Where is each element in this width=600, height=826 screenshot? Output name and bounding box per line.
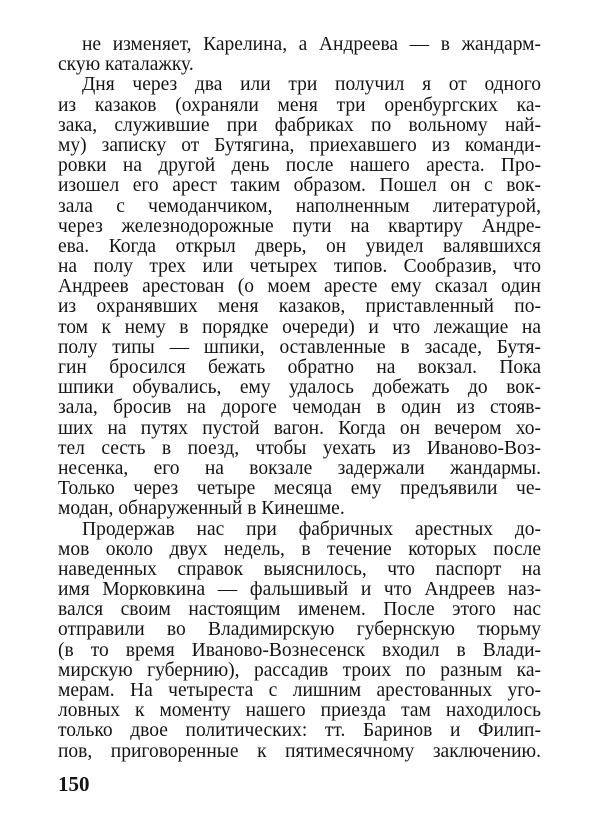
text-line: только двое политических: тт. Баринов и Филип-: [58, 720, 541, 742]
text-line: отправили во Владимирскую губернскую тюрьму: [58, 619, 541, 641]
text-line: вался своим настоящим именем. После этого нас: [58, 599, 541, 621]
paragraph: [58, 520, 541, 762]
text-line: на полу трех или четырех типов. Сообразив, что: [58, 256, 541, 278]
text-line: (в то время Иваново-Вознесенск входил в Влади-: [58, 639, 541, 661]
text-line: из охранявших меня казаков, приставленный по-: [58, 296, 541, 318]
text-line: мирскую губернию), рассадив троих по разным ка-: [58, 659, 541, 681]
page-body: [58, 35, 541, 762]
text-line: через железнодорожные пути на квартиру Андре-: [58, 215, 541, 237]
paragraph: [58, 35, 541, 75]
text-line: наведенных справок выяснилось, что паспорт на: [58, 558, 541, 580]
text-line: Андреев арестован (о моем аресте ему сказал один: [58, 276, 541, 298]
text-line: шпики обувались, ему удалось добежать до вок-: [58, 377, 541, 399]
text-line: ева. Когда открыл дверь, он увидел валявшихся: [58, 235, 541, 257]
text-line: Дня через два или три получил я от одного: [82, 74, 541, 96]
text-line: тел сесть в поезд, чтобы уехать из Иваново-Воз-: [58, 437, 541, 459]
page-number: 150: [58, 772, 90, 796]
text-line: ровки на другой день после нашего ареста. Про-: [58, 155, 541, 177]
text-line: Только через четыре месяца ему предъявили че-: [58, 478, 541, 500]
text-line: мерам. На четыреста с лишним арестованных уго-: [58, 680, 541, 701]
text-line: не изменяет, Карелина, а Андреева — в жандарм-: [82, 34, 541, 55]
text-line: изошел его арест таким образом. Пошел он с вок-: [58, 175, 541, 197]
text-line: ших на путях пустой вагон. Когда он вечером хо-: [58, 417, 541, 439]
text-line: пов, приговоренные к пятимесячному заключению.: [58, 740, 541, 762]
text-line: зака, служившие при фабриках по вольному най-: [58, 114, 541, 136]
text-line: гин бросился бежать обратно на вокзал. Пока: [58, 357, 541, 378]
text-line: Продержав нас при фабричных арестных до-: [82, 518, 541, 540]
text-line: имя Морковкина — фальшивый и что Андреев наз-: [58, 579, 541, 601]
text-line: полу типы — шпики, оставленные в засаде, Бутя-: [58, 336, 541, 358]
text-line: из казаков (охраняли меня три оренбургских ка-: [58, 94, 541, 116]
text-line: мов около двух недель, в течение которых после: [58, 538, 541, 560]
text-line: модан, обнаруженный в Кинешме.: [58, 498, 345, 520]
text-line: зала с чемоданчиком, наполненным литературой,: [58, 195, 541, 217]
text-line: том к нему в порядке очереди) и что лежащие на: [58, 316, 541, 338]
text-line: скую каталажку.: [58, 54, 194, 76]
text-line: несенка, его на вокзале задержали жандармы.: [58, 457, 541, 479]
text-line: зала, бросив на дороге чемодан в один из стояв-: [58, 397, 541, 419]
paragraph: [58, 75, 541, 519]
text-line: ловных к моменту нашего приезда там находилось: [58, 700, 541, 722]
text-line: му) записку от Бутягина, приехавшего из команди-: [58, 134, 541, 156]
